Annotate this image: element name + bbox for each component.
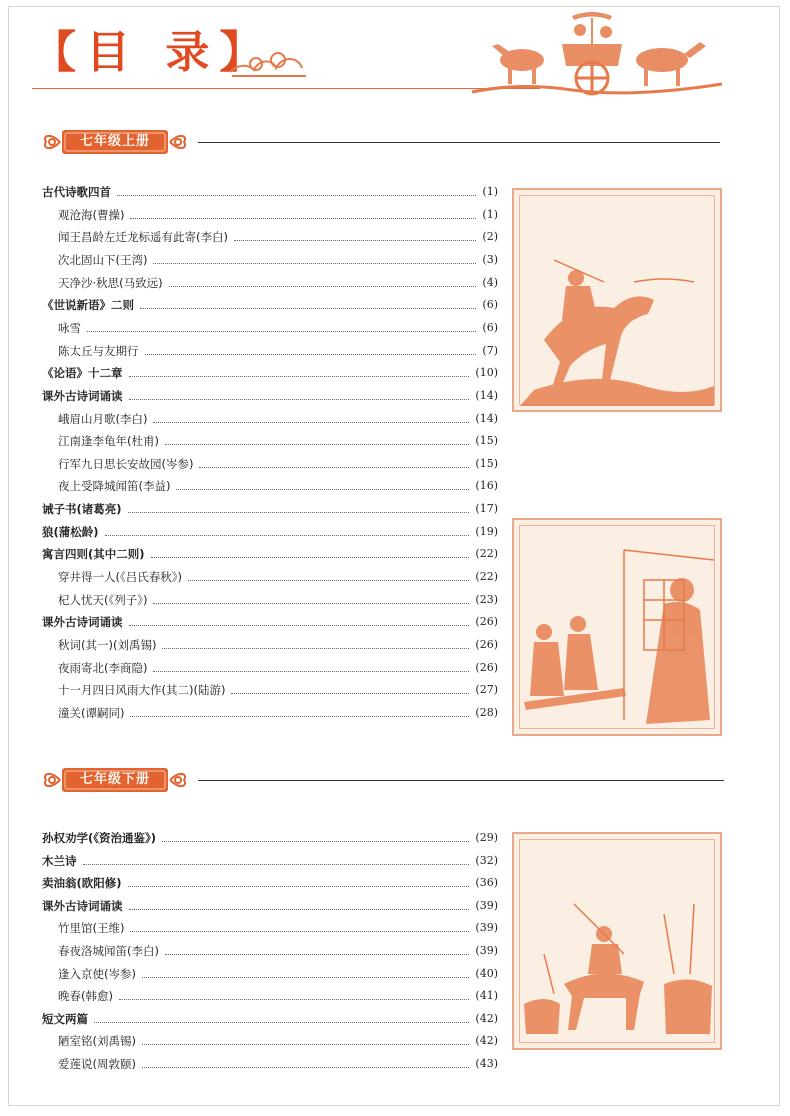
toc-entry-title: 十一月四日风雨大作(其二)(陆游) bbox=[58, 683, 226, 698]
section-header-grade7-first bbox=[40, 126, 720, 158]
toc-entry[interactable] bbox=[58, 656, 498, 676]
toc-entry-title: 木兰诗 bbox=[42, 853, 77, 868]
toc-entry-page: (15) bbox=[475, 456, 498, 470]
toc-entry-title: 卖油翁(欧阳修) bbox=[42, 876, 122, 891]
toc-dot-leader bbox=[199, 467, 469, 468]
section-label: 七年级上册 bbox=[79, 134, 150, 149]
toc-entry[interactable] bbox=[42, 894, 498, 914]
toc-entry[interactable] bbox=[58, 474, 498, 494]
toc-entry[interactable] bbox=[58, 1052, 498, 1072]
toc-dot-leader bbox=[153, 422, 469, 423]
toc-entry-title: 短文两篇 bbox=[42, 1011, 88, 1026]
toc-entry-page: (14) bbox=[475, 411, 498, 425]
toc-entry-title: 夜上受降城闻笛(李益) bbox=[58, 479, 171, 494]
toc-entry[interactable] bbox=[42, 293, 498, 313]
toc-dot-leader bbox=[83, 864, 470, 865]
toc-entry[interactable] bbox=[42, 826, 498, 846]
toc-entry-title: 陈太丘与友期行 bbox=[58, 343, 139, 358]
toc-dot-leader bbox=[234, 240, 476, 241]
toc-dot-leader bbox=[153, 671, 469, 672]
toc-entry[interactable] bbox=[58, 962, 498, 982]
toc-entry-page: (1) bbox=[482, 207, 498, 221]
toc-dot-leader bbox=[94, 1022, 469, 1023]
page-title bbox=[32, 22, 274, 84]
toc-entry-page: (19) bbox=[475, 524, 498, 538]
toc-dot-leader bbox=[129, 376, 470, 377]
toc-entry[interactable] bbox=[58, 248, 498, 268]
toc-entry[interactable] bbox=[42, 520, 498, 540]
toc-entry[interactable] bbox=[42, 384, 498, 404]
toc-dot-leader bbox=[145, 354, 477, 355]
toc-entry[interactable] bbox=[42, 497, 498, 517]
toc-entry-page: (39) bbox=[475, 944, 498, 957]
section-rule bbox=[198, 142, 720, 143]
toc-entry-title: 潼关(谭嗣同) bbox=[58, 705, 125, 720]
battle-illustration bbox=[512, 832, 722, 1050]
toc-entry-title: 狼(蒲松龄) bbox=[42, 524, 99, 539]
toc-entry-title: 江南逢李龟年(杜甫) bbox=[58, 434, 159, 449]
horse-rider-icon bbox=[514, 190, 720, 410]
toc-entry-title: 穿井得一人(《吕氏春秋》) bbox=[58, 570, 182, 585]
toc-entry-page: (2) bbox=[482, 230, 498, 244]
toc-dot-leader bbox=[188, 580, 469, 581]
toc-entry[interactable] bbox=[58, 1029, 498, 1049]
toc-entry[interactable] bbox=[58, 316, 498, 336]
toc-dot-leader bbox=[128, 512, 470, 513]
toc-entry[interactable] bbox=[42, 871, 498, 891]
toc-dot-leader bbox=[142, 1067, 469, 1068]
toc-entry-title: 《世说新语》二则 bbox=[42, 298, 134, 313]
toc-dot-leader bbox=[231, 693, 469, 694]
toc-entry-page: (39) bbox=[475, 921, 498, 935]
toc-dot-leader bbox=[153, 603, 469, 604]
toc-entry-page: (4) bbox=[482, 275, 498, 289]
toc-dot-leader bbox=[162, 648, 469, 649]
toc-entry-title: 杞人忧天(《列子》) bbox=[58, 592, 148, 607]
toc-entry-page: (43) bbox=[475, 1057, 498, 1070]
toc-dot-leader bbox=[165, 444, 469, 445]
toc-entry-page: (42) bbox=[475, 1011, 498, 1025]
toc-entry[interactable] bbox=[58, 939, 498, 959]
toc-entry-title: 课外古诗词诵读 bbox=[42, 898, 123, 913]
toc-entry[interactable] bbox=[42, 361, 498, 381]
toc-dot-leader bbox=[129, 625, 470, 626]
musician-illustration bbox=[512, 518, 722, 736]
toc-entry-title: 峨眉山月歌(李白) bbox=[58, 411, 148, 426]
toc-entry-title: 天净沙·秋思(马致远) bbox=[58, 275, 163, 290]
toc-entry-page: (26) bbox=[475, 660, 498, 674]
toc-entry-page: (7) bbox=[482, 343, 498, 357]
toc-entry-title: 观沧海(曹操) bbox=[58, 207, 125, 222]
toc-entry-page: (28) bbox=[475, 705, 498, 719]
toc-entry-page: (39) bbox=[475, 898, 498, 912]
toc-entry[interactable] bbox=[58, 916, 498, 936]
toc-dot-leader bbox=[169, 286, 477, 287]
toc-entry[interactable] bbox=[42, 180, 498, 200]
toc-entry-page: (22) bbox=[475, 547, 498, 561]
toc-entry-page: (27) bbox=[475, 683, 498, 697]
toc-entry[interactable] bbox=[58, 984, 498, 1004]
toc-dot-leader bbox=[130, 931, 469, 932]
toc-entry[interactable] bbox=[58, 225, 498, 245]
toc-dot-leader bbox=[130, 218, 476, 219]
toc-dot-leader bbox=[165, 954, 469, 955]
section-label: 七年级下册 bbox=[79, 772, 150, 787]
toc-dot-leader bbox=[142, 977, 469, 978]
toc-entry-title: 古代诗歌四首 bbox=[42, 185, 111, 199]
toc-entry-title: 课外古诗词诵读 bbox=[42, 615, 123, 630]
toc-entry-title: 闻王昌龄左迁龙标遥有此寄(李白) bbox=[58, 230, 228, 245]
cavalry-battle-icon bbox=[514, 834, 720, 1048]
toc-entry-title: 次北固山下(王湾) bbox=[58, 252, 148, 267]
toc-entry-page: (1) bbox=[482, 185, 498, 198]
toc-entry-title: 晚春(韩愈) bbox=[58, 989, 113, 1004]
toc-dot-leader bbox=[130, 716, 469, 717]
toc-dot-leader bbox=[162, 841, 469, 842]
toc-entry[interactable] bbox=[58, 565, 498, 585]
toc-dot-leader bbox=[151, 557, 470, 558]
toc-entry-title: 行军九日思长安故园(岑参) bbox=[58, 456, 194, 471]
toc-entry-title: 咏雪 bbox=[58, 320, 81, 335]
toc-entry[interactable] bbox=[58, 339, 498, 359]
toc-dot-leader bbox=[117, 195, 476, 196]
toc-dot-leader bbox=[153, 263, 476, 264]
toc-entry-page: (10) bbox=[475, 366, 498, 380]
toc-entry-title: 爱莲说(周敦颐) bbox=[58, 1057, 136, 1071]
section-rule bbox=[198, 780, 724, 781]
toc-entry-page: (22) bbox=[475, 570, 498, 584]
toc-entry[interactable] bbox=[58, 429, 498, 449]
toc-dot-leader bbox=[176, 489, 469, 490]
toc-entry-page: (29) bbox=[475, 831, 498, 844]
toc-entry[interactable] bbox=[42, 849, 498, 869]
toc-entry-page: (40) bbox=[475, 966, 498, 980]
toc-entry-page: (6) bbox=[482, 320, 498, 334]
toc-entry-page: (15) bbox=[475, 434, 498, 448]
cloud-ornament-icon bbox=[226, 42, 312, 80]
toc-entry-page: (42) bbox=[475, 1034, 498, 1048]
toc-entry-title: 寓言四则(其中二则) bbox=[42, 547, 145, 562]
toc-entry-page: (26) bbox=[475, 615, 498, 629]
toc-entry-title: 逢入京使(岑参) bbox=[58, 966, 136, 981]
toc-dot-leader bbox=[119, 999, 469, 1000]
toc-entry-page: (17) bbox=[475, 502, 498, 516]
toc-entry-title: 诫子书(诸葛亮) bbox=[42, 502, 122, 517]
toc-dot-leader bbox=[142, 1044, 469, 1045]
toc-dot-leader bbox=[129, 399, 470, 400]
toc-entry-page: (26) bbox=[475, 638, 498, 651]
toc-entry[interactable] bbox=[58, 633, 498, 653]
toc-entry-title: 夜雨寄北(李商隐) bbox=[58, 660, 148, 675]
toc-entry-page: (6) bbox=[482, 298, 498, 312]
toc-entry-title: 陋室铭(刘禹锡) bbox=[58, 1034, 136, 1049]
toc-dot-leader bbox=[129, 909, 470, 910]
toc-entry-page: (41) bbox=[475, 989, 498, 1003]
toc-entry[interactable] bbox=[58, 407, 498, 427]
toc-entry-title: 春夜洛城闻笛(李白) bbox=[58, 944, 159, 958]
toc-entry-title: 竹里馆(王维) bbox=[58, 921, 125, 936]
toc-entry-page: (23) bbox=[475, 592, 498, 606]
toc-entry[interactable] bbox=[42, 1007, 498, 1027]
toc-entry[interactable] bbox=[42, 542, 498, 562]
toc-entry[interactable] bbox=[58, 203, 498, 223]
toc-dot-leader bbox=[128, 886, 470, 887]
toc-dot-leader bbox=[87, 331, 476, 332]
toc-entry[interactable] bbox=[58, 271, 498, 291]
toc-entry-page: (3) bbox=[482, 252, 498, 266]
toc-entry-title: 《论语》十二章 bbox=[42, 366, 123, 381]
toc-entry-page: (36) bbox=[475, 876, 498, 890]
toc-entry-title: 课外古诗词诵读 bbox=[42, 388, 123, 403]
toc-entry[interactable] bbox=[58, 678, 498, 698]
toc-entry[interactable] bbox=[58, 588, 498, 608]
toc-entry-title: 孙权劝学(《资治通鉴》) bbox=[42, 831, 157, 845]
toc-entry[interactable] bbox=[58, 452, 498, 472]
toc-dot-leader bbox=[140, 308, 476, 309]
section-header-grade7-second bbox=[40, 764, 724, 796]
chariot-illustration bbox=[462, 8, 732, 98]
toc-entry-page: (14) bbox=[475, 388, 498, 402]
ladies-scene-icon bbox=[514, 520, 720, 734]
toc-entry-page: (16) bbox=[475, 479, 498, 493]
page-title-text: 【目 录】 bbox=[32, 27, 274, 78]
toc-entry-page: (32) bbox=[475, 853, 498, 867]
toc-entry[interactable] bbox=[58, 701, 498, 721]
toc-dot-leader bbox=[105, 535, 470, 536]
rider-illustration bbox=[512, 188, 722, 412]
toc-entry[interactable] bbox=[42, 610, 498, 630]
toc-entry-title: 秋词(其一)(刘禹锡) bbox=[58, 638, 157, 652]
